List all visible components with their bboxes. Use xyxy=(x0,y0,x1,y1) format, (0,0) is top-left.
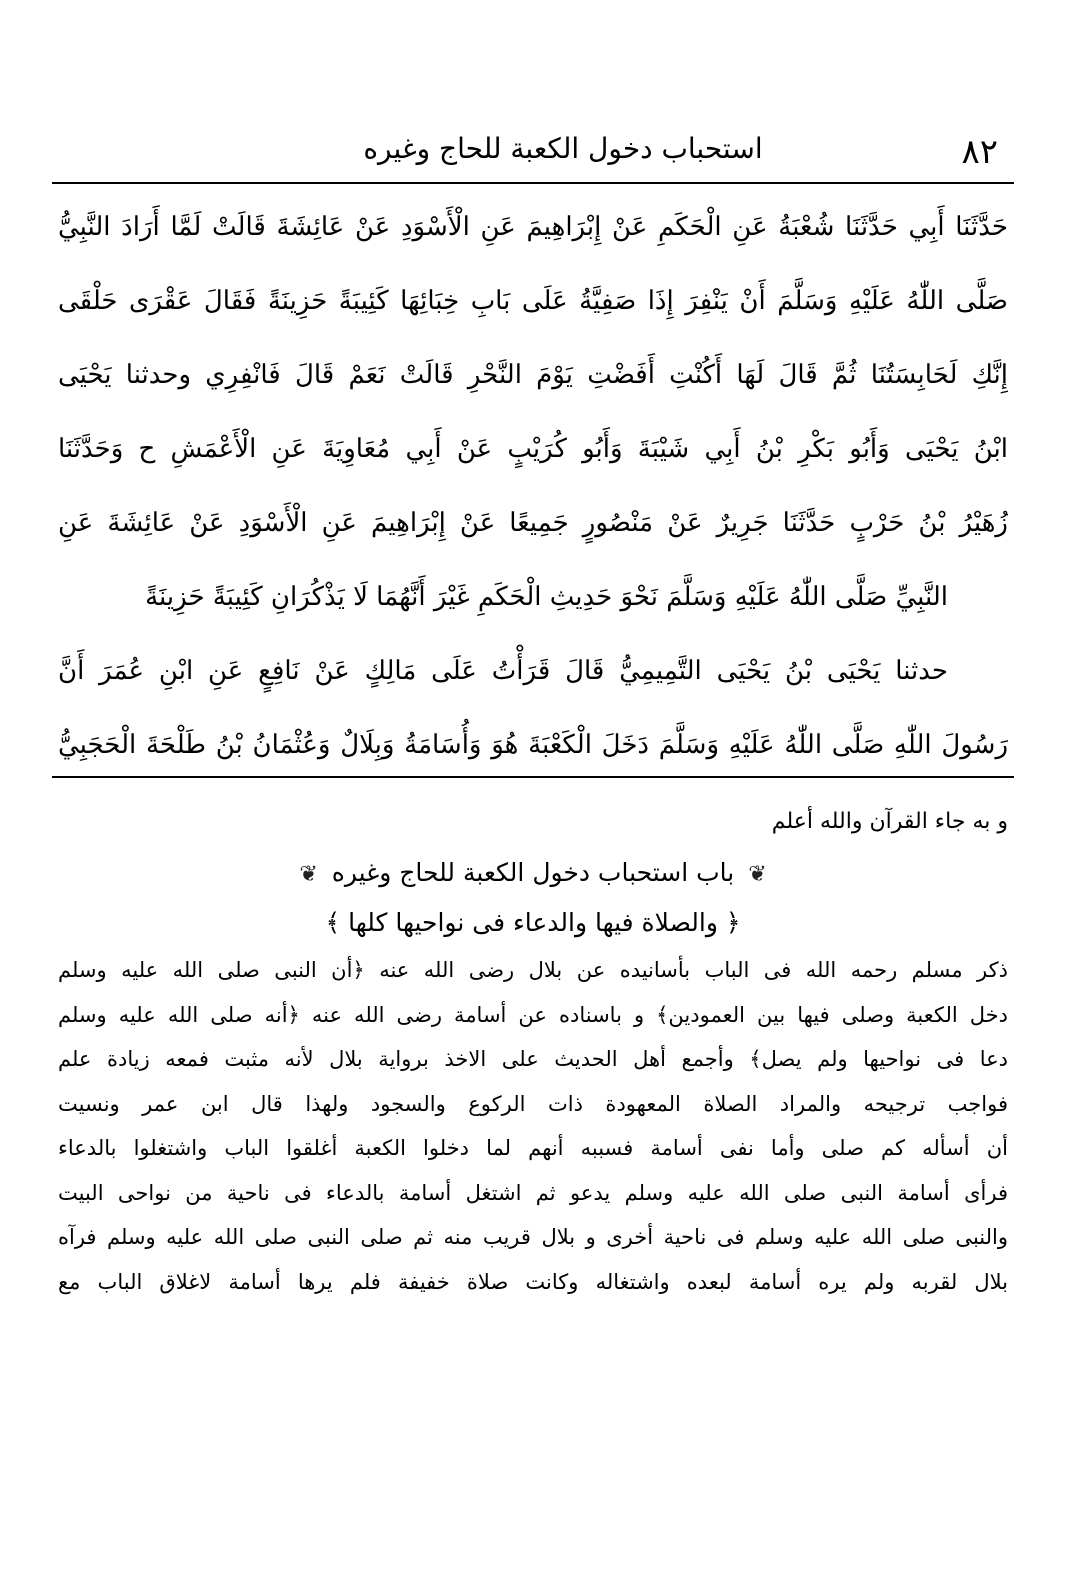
page-number: ٨٢ xyxy=(961,132,998,172)
book-page xyxy=(40,0,1026,1578)
section-divider xyxy=(52,776,1014,778)
header-divider xyxy=(52,182,1014,184)
hadith-line: النَّبِيِّ صَلَّى اللّٰهُ عَلَيْهِ وَسَلَّمَ نَحْوَ حَدِيثِ الْحَكَمِ غَيْرَ أَنَّهُمَا لَا يَذْكُرَانِ كَئِيبَةً حَزِينَةً xyxy=(145,582,948,612)
commentary-block xyxy=(58,796,1008,1304)
hadith-line: زُهَيْرُ بْنُ حَرْبٍ حَدَّثَنَا جَرِيرٌ عَنْ مَنْصُورٍ جَمِيعًا عَنْ إِبْرَاهِيمَ عَنِ الْأَسْوَدِ عَنْ عَائِشَةَ عَنِ xyxy=(58,508,1008,538)
hadith-line: رَسُولَ اللّٰهِ صَلَّى اللّٰهُ عَلَيْهِ وَسَلَّمَ دَخَلَ الْكَعْبَةَ هُوَ وَأُسَامَةُ وَبِلَالٌ وَعُثْمَانُ بْنُ طَلْحَةَ الْحَجَبِيُّ xyxy=(58,730,1008,760)
commentary-line: أن أسأله كم صلى وأما نفى أسامة فسببه أنهم لما دخلوا الكعبة أغلقوا الباب واشتغلوا بالدعاء xyxy=(58,1136,1008,1160)
chapter-heading xyxy=(58,848,1008,898)
hadith-line: حدثنا يَحْيَى بْنُ يَحْيَى التَّمِيمِيُّ قَالَ قَرَأْتُ عَلَى مَالِكٍ عَنْ نَافِعٍ عَنِ ابْنِ عُمَرَ أَنَّ xyxy=(58,656,948,686)
commentary-line: بلال لقربه ولم يره أسامة لبعده واشتغاله وكانت صلاة خفيفة فلم يرها أسامة لاغلاق الباب مع xyxy=(58,1269,1008,1294)
hadith-text-block xyxy=(58,190,1008,782)
chapter-title: باب استحباب دخول الكعبة للحاج وغيره xyxy=(331,858,735,887)
hadith-line: حَدَّثَنَا أَبِي حَدَّثَنَا شُعْبَةُ عَنِ الْحَكَمِ عَنْ إِبْرَاهِيمَ عَنِ الْأَسْوَدِ عَنْ عَائِشَةَ قَالَتْ لَمَّا أَرَادَ النَّبِيُّ xyxy=(58,212,1008,242)
commentary-line: فرأى أسامة النبى صلى الله عليه وسلم يدعو ثم اشتغل أسامة بالدعاء فى ناحية من نواحى البيت xyxy=(58,1180,1008,1205)
commentary-line: والنبى صلى الله عليه وسلم فى ناحية أخرى و بلال قريب منه ثم صلى النبى صلى الله عليه وسلم فرآه xyxy=(58,1225,1008,1249)
page-header xyxy=(50,118,1016,178)
hadith-line: صَلَّى اللّٰهُ عَلَيْهِ وَسَلَّمَ أَنْ يَنْفِرَ إِذَا صَفِيَّةُ عَلَى بَابِ خِبَائِهَا كَئِيبَةً حَزِينَةً فَقَالَ عَقْرَى حَلْقَى xyxy=(58,286,1008,316)
hadith-line: إِنَّكِ لَحَابِسَتُنَا ثُمَّ قَالَ لَهَا أَكُنْتِ أَفَضْتِ يَوْمَ النَّحْرِ قَالَتْ نَعَمْ قَالَ فَانْفِرِي وحدثنا يَحْيَى xyxy=(58,360,1008,390)
closing-note: و به جاء القرآن والله أعلم xyxy=(771,809,1008,834)
commentary-line: دعا فى نواحيها ولم يصل﴾ وأجمع أهل الحديث على الاخذ برواية بلال لأنه مثبت فمعه زيادة علم xyxy=(58,1047,1008,1071)
commentary-line: دخل الكعبة وصلى فيها بين العمودين﴾ و باسناده عن أسامة رضى الله عنه ﴿أنه صلى الله عليه وسلم xyxy=(58,1002,1008,1027)
running-title: استحباب دخول الكعبة للحاج وغيره xyxy=(363,132,763,165)
commentary-line: فواجب ترجيحه والمراد الصلاة المعهودة ذات الركوع والسجود ولهذا قال ابن عمر ونسيت xyxy=(58,1091,1008,1116)
ornament-right-icon: ❦ xyxy=(748,862,767,887)
hadith-line: ابْنُ يَحْيَى وَأَبُو بَكْرِ بْنُ أَبِي شَيْبَةَ وَأَبُو كُرَيْبٍ عَنْ أَبِي مُعَاوِيَةَ عَنِ الْأَعْمَشِ ح وَحَدَّثَنَا xyxy=(58,434,1008,464)
ornament-left-icon: ❦ xyxy=(299,862,318,887)
commentary-line: ذكر مسلم رحمه الله فى الباب بأسانيده عن بلال رضى الله عنه ﴿أن النبى صلى الله عليه وسلم xyxy=(58,958,1008,982)
chapter-subtitle: ﴿ والصلاة فيها والدعاء فى نواحيها كلها ﴾ xyxy=(325,908,741,937)
